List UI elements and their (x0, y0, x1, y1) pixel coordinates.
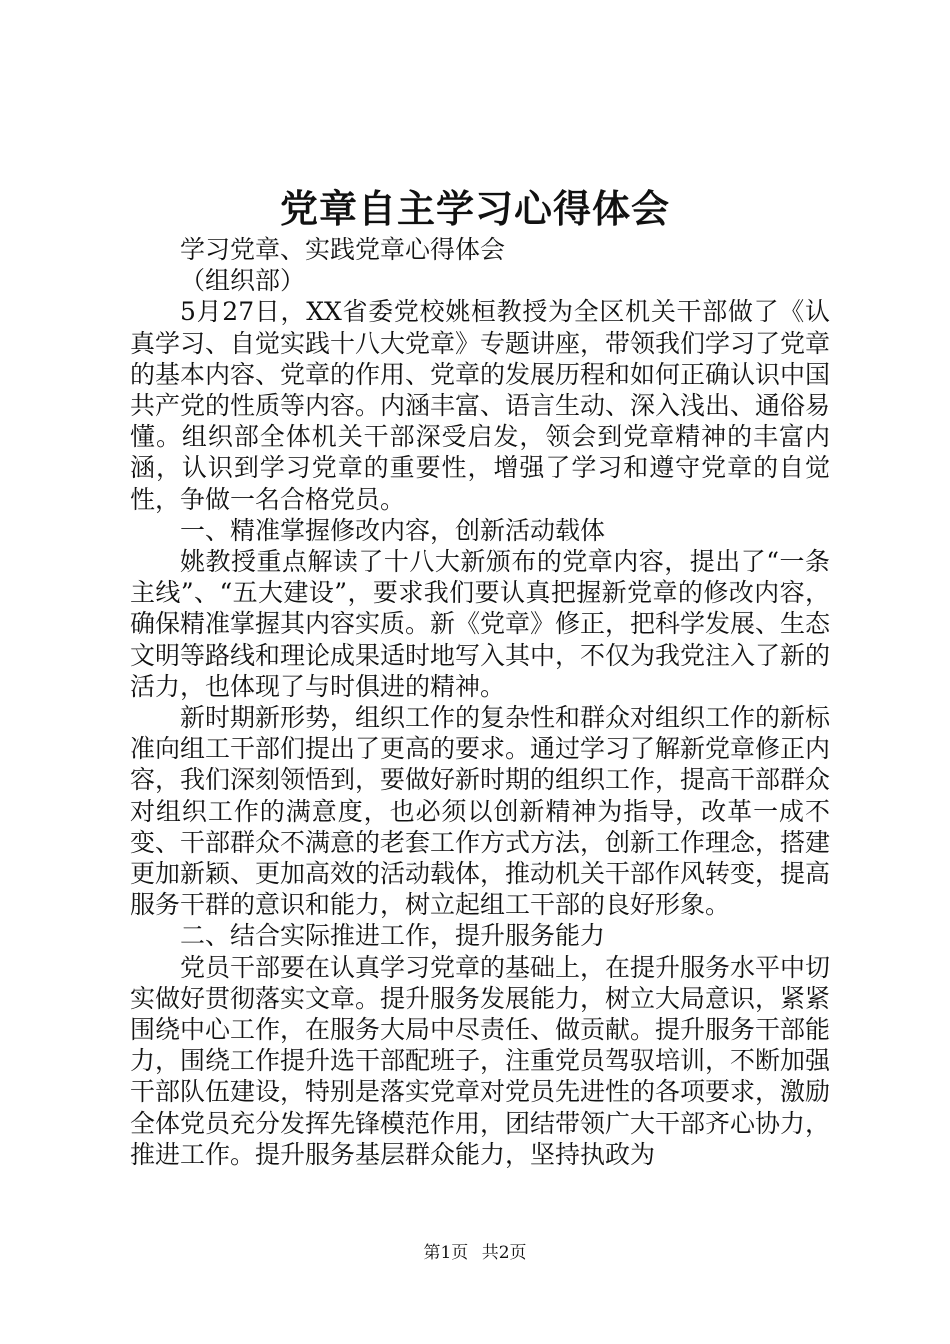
body-paragraph: 5月27日，XX省委党校姚桓教授为全区机关干部做了《认真学习、自觉实践十八大党章》专题讲座，带领我们学习了党章的基本内容、党章的作用、党章的发展历程和如何正确认识中国共产党的性质等内容。内涵丰富、语言生动、深入浅出、通俗易懂。组织部全体机关干部深受启发，领会到党章精神的丰富内涵，认识到学习党章的重要性，增强了学习和遵守党章的自觉性，争做一名合格党员。 (130, 297, 831, 514)
body-paragraph: 姚教授重点解读了十八大新颁布的党章内容，提出了“一条主线”、“五大建设”，要求我们要认真把握新党章的修改内容，确保精准掌握其内容实质。新《党章》修正，把科学发展、生态文明等路线和理论成果适时地写入其中，不仅为我党注入了新的活力，也体现了与时俱进的精神。 (130, 547, 831, 701)
page-total: 共2页 (481, 1243, 527, 1263)
page-number: 第1页 (423, 1243, 469, 1263)
document-title: 党章自主学习心得体会 (279, 186, 670, 231)
document-body (130, 234, 830, 1170)
section-heading: 二、结合实际推进工作，提升服务能力 (180, 921, 606, 951)
page-footer (0, 1242, 950, 1264)
body-paragraph: 党员干部要在认真学习党章的基础上，在提升服务水平中切实做好贯彻落实文章。提升服务发展能力，树立大局意识，紧紧围绕中心工作，在服务大局中尽责任、做贡献。提升服务干部能力，围绕工作提升选干部配班子，注重党员驾驭培训，不断加强干部队伍建设，特别是落实党章对党员先进性的各项要求，激励全体党员充分发挥先锋模范作用，团结带领广大干部齐心协力，推进工作。提升服务基层群众能力，坚持执政为 (130, 952, 831, 1169)
department-paragraph: （组织部） (180, 266, 306, 296)
body-paragraph: 新时期新形势，组织工作的复杂性和群众对组织工作的新标准向组工干部们提出了更高的要求。通过学习了解新党章修正内容，我们深刻领悟到，要做好新时期的组织工作，提高干部群众对组织工作的满意度，也必须以创新精神为指导，改革一成不变、干部群众不满意的老套工作方式方法，创新工作理念，搭建更加新颖、更加高效的活动载体，推动机关干部作风转变，提高服务干群的意识和能力，树立起组工干部的良好形象。 (130, 703, 831, 920)
section-heading: 一、精准掌握修改内容，创新活动载体 (180, 515, 606, 545)
subtitle-paragraph: 学习党章、实践党章心得体会 (180, 235, 506, 264)
